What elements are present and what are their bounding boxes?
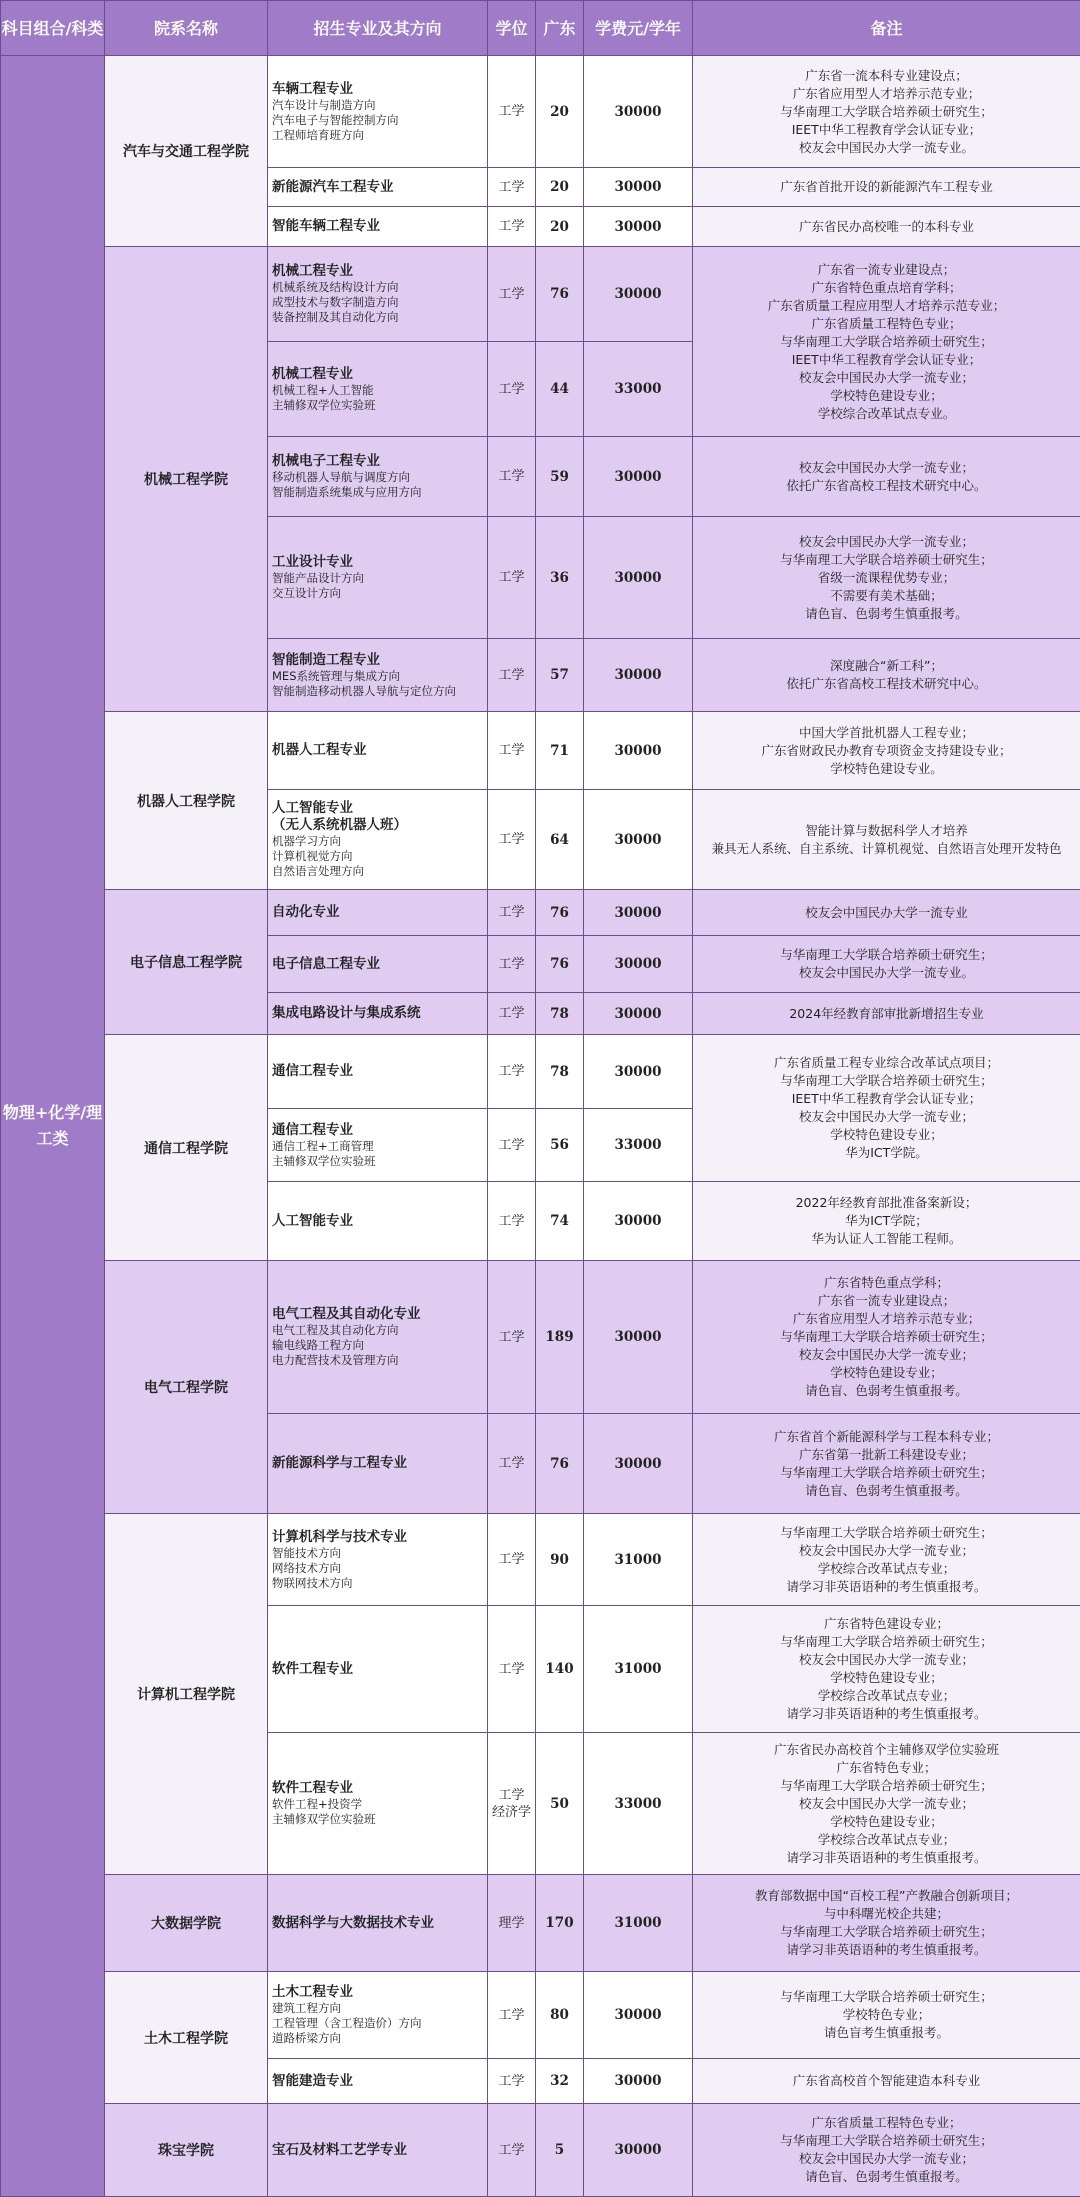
note-line: 广东省民办高校首个主辅修双学位实验班 [699, 1741, 1074, 1759]
fee-cell: 30000 [584, 168, 693, 207]
major-title: 智能车辆工程专业 [272, 218, 483, 235]
major-title: 机械工程专业 [272, 366, 483, 383]
fee-cell: 30000 [584, 790, 693, 890]
note-line: 广东省特色重点学科； [699, 1274, 1074, 1292]
table-row [1, 1261, 1080, 1414]
table-row [1, 1875, 1080, 1972]
note-line: 学校特色建设专业。 [699, 760, 1074, 778]
note-cell [693, 639, 1080, 712]
note-line: 广东省一流本科专业建设点； [699, 67, 1074, 85]
note-cell [693, 712, 1080, 790]
fee-cell: 30000 [584, 517, 693, 639]
quota-cell: 20 [536, 168, 584, 207]
note-line: 学校特色建设专业； [699, 1364, 1074, 1382]
note-line: 学校特色建设专业； [699, 1126, 1074, 1144]
major-direction: 主辅修双学位实验班 [272, 398, 483, 413]
note-line: 校友会中国民办大学一流专业； [699, 1346, 1074, 1364]
note-cell [693, 1733, 1080, 1875]
degree-cell: 工学 [488, 1261, 536, 1414]
degree-cell [488, 1733, 536, 1875]
note-line: 广东省财政民办教育专项资金支持建设专业； [699, 742, 1074, 760]
major-direction: 移动机器人导航与调度方向 [272, 470, 483, 485]
college-cell: 珠宝学院 [105, 2104, 268, 2197]
note-line: 广东省质量工程专业综合改革试点项目； [699, 1054, 1074, 1072]
major-title: 通信工程专业 [272, 1122, 483, 1139]
fee-cell: 30000 [584, 207, 693, 247]
fee-cell: 30000 [584, 712, 693, 790]
major-cell [268, 1606, 488, 1733]
table-row [1, 1972, 1080, 2059]
note-line: 请色盲、色弱考生慎重报考。 [699, 605, 1074, 623]
major-title: 机械工程专业 [272, 263, 483, 280]
note-line: 广东省首批开设的新能源汽车工程专业 [699, 178, 1074, 196]
major-direction: 智能制造系统集成与应用方向 [272, 485, 483, 500]
note-line: 华为认证人工智能工程师。 [699, 1230, 1074, 1248]
fee-cell: 30000 [584, 437, 693, 517]
note-line: 依托广东省高校工程技术研究中心。 [699, 477, 1074, 495]
note-line: 学校特色建设专业； [699, 387, 1074, 405]
major-cell [268, 1875, 488, 1972]
note-line: 广东省特色建设专业； [699, 1615, 1074, 1633]
college-cell: 土木工程学院 [105, 1972, 268, 2104]
quota-cell: 57 [536, 639, 584, 712]
note-line: 2022年经教育部批准备案新设； [699, 1194, 1074, 1212]
note-line: 请学习非英语语种的考生慎重报考。 [699, 1705, 1074, 1723]
note-line: 学校综合改革试点专业。 [699, 405, 1074, 423]
note-line: 校友会中国民办大学一流专业； [699, 2150, 1074, 2168]
note-line: 与华南理工大学联合培养硕士研究生； [699, 1464, 1074, 1482]
note-line: 2024年经教育部审批新增招生专业 [699, 1005, 1074, 1023]
major-direction: 汽车电子与智能控制方向 [272, 113, 483, 128]
college-cell: 通信工程学院 [105, 1035, 268, 1261]
fee-cell: 33000 [584, 1109, 693, 1182]
note-line: 广东省高校首个智能建造本科专业 [699, 2072, 1074, 2090]
note-line: 广东省一流专业建设点； [699, 261, 1074, 279]
note-cell [693, 993, 1080, 1035]
header-quota: 广东 [536, 1, 584, 56]
note-line: 兼具无人系统、自主系统、计算机视觉、自然语言处理开发特色 [699, 840, 1074, 858]
fee-cell: 30000 [584, 993, 693, 1035]
note-line: 广东省应用型人才培养示范专业； [699, 85, 1074, 103]
fee-cell: 33000 [584, 1733, 693, 1875]
quota-cell: 20 [536, 56, 584, 168]
note-line: 与华南理工大学联合培养硕士研究生； [699, 333, 1074, 351]
major-title: 自动化专业 [272, 904, 483, 921]
major-direction: 物联网技术方向 [272, 1576, 483, 1591]
note-line: 省级一流课程优势专业； [699, 569, 1074, 587]
major-cell [268, 517, 488, 639]
quota-cell: 59 [536, 437, 584, 517]
note-line: IEET中华工程教育学会认证专业； [699, 121, 1074, 139]
major-cell [268, 2059, 488, 2104]
degree-cell: 工学 [488, 936, 536, 993]
quota-cell: 90 [536, 1514, 584, 1606]
major-title: 电子信息工程专业 [272, 956, 483, 973]
major-title: 工业设计专业 [272, 554, 483, 571]
fee-cell: 31000 [584, 1875, 693, 1972]
major-title: 机器人工程专业 [272, 742, 483, 759]
note-cell [693, 437, 1080, 517]
major-title: 软件工程专业 [272, 1661, 483, 1678]
major-direction: 装备控制及其自动化方向 [272, 310, 483, 325]
note-line: 广东省质量工程特色专业； [699, 2114, 1074, 2132]
note-line: 中国大学首批机器人工程专业； [699, 724, 1074, 742]
note-line: 智能计算与数据科学人才培养 [699, 822, 1074, 840]
note-cell [693, 207, 1080, 247]
note-line: 广东省第一批新工科建设专业； [699, 1446, 1074, 1464]
quota-cell: 140 [536, 1606, 584, 1733]
major-cell [268, 790, 488, 890]
note-cell [693, 168, 1080, 207]
header-subject: 科目组合/科类 [1, 1, 105, 56]
note-cell [693, 936, 1080, 993]
degree-cell: 工学 [488, 890, 536, 936]
note-line: 与华南理工大学联合培养硕士研究生； [699, 1633, 1074, 1651]
major-title-line2: （无人系统机器人班） [272, 817, 483, 834]
degree-cell: 理学 [488, 1875, 536, 1972]
major-title: 通信工程专业 [272, 1063, 483, 1080]
major-direction: 电气工程及其自动化方向 [272, 1323, 483, 1338]
major-direction: 机械系统及结构设计方向 [272, 280, 483, 295]
major-direction: MES系统管理与集成方向 [272, 669, 483, 684]
note-line: 请色盲、色弱考生慎重报考。 [699, 1382, 1074, 1400]
note-line: 广东省首个新能源科学与工程本科专业； [699, 1428, 1074, 1446]
table-row [1, 890, 1080, 936]
major-title: 计算机科学与技术专业 [272, 1529, 483, 1546]
note-line: 与华南理工大学联合培养硕士研究生； [699, 1524, 1074, 1542]
note-line: 与华南理工大学联合培养硕士研究生； [699, 2132, 1074, 2150]
fee-cell: 30000 [584, 56, 693, 168]
note-cell [693, 1414, 1080, 1514]
note-line: 与华南理工大学联合培养硕士研究生； [699, 551, 1074, 569]
table-row [1, 712, 1080, 790]
major-cell [268, 1261, 488, 1414]
major-cell [268, 993, 488, 1035]
major-title: 集成电路设计与集成系统 [272, 1005, 483, 1022]
note-line: 与华南理工大学联合培养硕士研究生； [699, 1328, 1074, 1346]
major-direction: 输电线路工程方向 [272, 1338, 483, 1353]
degree-cell: 工学 [488, 247, 536, 342]
quota-cell: 78 [536, 1035, 584, 1109]
major-cell [268, 936, 488, 993]
degree-cell: 工学 [488, 993, 536, 1035]
note-line: 学校特色专业； [699, 2006, 1074, 2024]
quota-cell: 76 [536, 1414, 584, 1514]
note-line: 广东省民办高校唯一的本科专业 [699, 218, 1074, 236]
note-line: 校友会中国民办大学一流专业。 [699, 964, 1074, 982]
major-direction: 智能产品设计方向 [272, 571, 483, 586]
major-cell [268, 1035, 488, 1109]
major-cell [268, 890, 488, 936]
note-cell [693, 1514, 1080, 1606]
major-direction: 成型技术与数字制造方向 [272, 295, 483, 310]
note-line: 广东省应用型人才培养示范专业； [699, 1310, 1074, 1328]
note-cell [693, 1972, 1080, 2059]
note-cell [693, 1035, 1080, 1182]
major-direction: 工程管理（含工程造价）方向 [272, 2016, 483, 2031]
note-line: 校友会中国民办大学一流专业； [699, 533, 1074, 551]
quota-cell: 189 [536, 1261, 584, 1414]
note-line: 广东省质量工程特色专业； [699, 315, 1074, 333]
major-direction: 建筑工程方向 [272, 2001, 483, 2016]
table-row [1, 56, 1080, 168]
quota-cell: 50 [536, 1733, 584, 1875]
quota-cell: 76 [536, 936, 584, 993]
quota-cell: 74 [536, 1182, 584, 1261]
note-line: 与华南理工大学联合培养硕士研究生； [699, 1072, 1074, 1090]
fee-cell: 30000 [584, 1972, 693, 2059]
degree-cell: 工学 [488, 207, 536, 247]
college-cell: 机器人工程学院 [105, 712, 268, 890]
header-college: 院系名称 [105, 1, 268, 56]
degree-cell: 工学 [488, 639, 536, 712]
note-cell [693, 1182, 1080, 1261]
note-cell [693, 56, 1080, 168]
note-line: 学校特色建设专业； [699, 1813, 1074, 1831]
note-cell [693, 2059, 1080, 2104]
note-line: 校友会中国民办大学一流专业； [699, 1108, 1074, 1126]
degree-cell: 工学 [488, 2104, 536, 2197]
note-cell [693, 890, 1080, 936]
major-title: 人工智能专业 [272, 800, 483, 817]
college-cell: 电气工程学院 [105, 1261, 268, 1514]
quota-cell: 56 [536, 1109, 584, 1182]
header-major: 招生专业及其方向 [268, 1, 488, 56]
note-line: 请学习非英语语种的考生慎重报考。 [699, 1578, 1074, 1596]
degree-cell: 工学 [488, 712, 536, 790]
header-row [1, 1, 1080, 56]
quota-cell: 71 [536, 712, 584, 790]
degree-line: 经济学 [488, 1804, 535, 1821]
major-direction: 网络技术方向 [272, 1561, 483, 1576]
quota-cell: 64 [536, 790, 584, 890]
note-line: 不需要有美术基础； [699, 587, 1074, 605]
note-line: 深度融合“新工科”； [699, 657, 1074, 675]
major-title: 人工智能专业 [272, 1213, 483, 1230]
degree-line: 工学 [488, 1787, 535, 1804]
note-line: 请学习非英语语种的考生慎重报考。 [699, 1849, 1074, 1867]
major-title: 新能源汽车工程专业 [272, 179, 483, 196]
major-direction: 交互设计方向 [272, 586, 483, 601]
major-cell [268, 207, 488, 247]
degree-cell: 工学 [488, 1606, 536, 1733]
fee-cell: 33000 [584, 342, 693, 437]
major-title: 数据科学与大数据技术专业 [272, 1915, 483, 1932]
degree-cell: 工学 [488, 1182, 536, 1261]
note-line: 华为ICT学院。 [699, 1144, 1074, 1162]
quota-cell: 36 [536, 517, 584, 639]
major-cell [268, 437, 488, 517]
major-title: 宝石及材料工艺学专业 [272, 2142, 483, 2159]
fee-cell: 30000 [584, 247, 693, 342]
major-direction: 软件工程+投资学 [272, 1797, 483, 1812]
degree-cell: 工学 [488, 1109, 536, 1182]
degree-cell: 工学 [488, 1514, 536, 1606]
note-line: 校友会中国民办大学一流专业； [699, 369, 1074, 387]
note-line: 学校特色建设专业； [699, 1669, 1074, 1687]
major-direction: 工程师培育班方向 [272, 128, 483, 143]
table-row [1, 1514, 1080, 1606]
degree-cell: 工学 [488, 342, 536, 437]
note-line: 广东省质量工程应用型人才培养示范专业； [699, 297, 1074, 315]
major-direction: 主辅修双学位实验班 [272, 1812, 483, 1827]
note-line: 与华南理工大学联合培养硕士研究生； [699, 1923, 1074, 1941]
note-line: 校友会中国民办大学一流专业； [699, 1795, 1074, 1813]
note-line: 校友会中国民办大学一流专业； [699, 1542, 1074, 1560]
major-cell [268, 639, 488, 712]
note-line: 学校综合改革试点专业； [699, 1560, 1074, 1578]
note-cell [693, 790, 1080, 890]
note-line: 请色盲、色弱考生慎重报考。 [699, 2168, 1074, 2186]
major-title: 智能制造工程专业 [272, 652, 483, 669]
major-direction: 机器学习方向 [272, 834, 483, 849]
fee-cell: 31000 [584, 1606, 693, 1733]
note-cell [693, 1261, 1080, 1414]
note-line: 与华南理工大学联合培养硕士研究生； [699, 946, 1074, 964]
degree-cell: 工学 [488, 1035, 536, 1109]
major-cell [268, 1109, 488, 1182]
note-line: IEET中华工程教育学会认证专业； [699, 351, 1074, 369]
fee-cell: 30000 [584, 2059, 693, 2104]
note-line: 请色盲、色弱考生慎重报考。 [699, 1482, 1074, 1500]
college-cell: 机械工程学院 [105, 247, 268, 712]
note-line: 学校综合改革试点专业； [699, 1831, 1074, 1849]
note-line: 学校综合改革试点专业； [699, 1687, 1074, 1705]
degree-cell: 工学 [488, 56, 536, 168]
note-line: 广东省一流专业建设点； [699, 1292, 1074, 1310]
note-line: 华为ICT学院； [699, 1212, 1074, 1230]
quota-cell: 44 [536, 342, 584, 437]
fee-cell: 31000 [584, 1514, 693, 1606]
major-direction: 主辅修双学位实验班 [272, 1154, 483, 1169]
note-line: 广东省特色专业； [699, 1759, 1074, 1777]
college-cell: 大数据学院 [105, 1875, 268, 1972]
header-degree: 学位 [488, 1, 536, 56]
major-direction: 计算机视觉方向 [272, 849, 483, 864]
major-cell [268, 1182, 488, 1261]
note-line: 依托广东省高校工程技术研究中心。 [699, 675, 1074, 693]
major-direction: 汽车设计与制造方向 [272, 98, 483, 113]
note-line: 与华南理工大学联合培养硕士研究生； [699, 1777, 1074, 1795]
fee-cell: 30000 [584, 890, 693, 936]
degree-cell: 工学 [488, 1972, 536, 2059]
note-line: 与华南理工大学联合培养硕士研究生； [699, 103, 1074, 121]
quota-cell: 170 [536, 1875, 584, 1972]
major-direction: 智能技术方向 [272, 1546, 483, 1561]
major-cell [268, 56, 488, 168]
major-cell [268, 168, 488, 207]
fee-cell: 30000 [584, 1261, 693, 1414]
note-line: IEET中华工程教育学会认证专业； [699, 1090, 1074, 1108]
major-cell [268, 1733, 488, 1875]
note-cell [693, 517, 1080, 639]
note-cell [693, 247, 1080, 437]
note-line: 校友会中国民办大学一流专业。 [699, 139, 1074, 157]
major-title: 土木工程专业 [272, 1984, 483, 2001]
subject-group: 物理+化学/理工类 [1, 56, 105, 2197]
header-note: 备注 [693, 1, 1080, 56]
major-title: 新能源科学与工程专业 [272, 1455, 483, 1472]
note-line: 校友会中国民办大学一流专业； [699, 459, 1074, 477]
quota-cell: 5 [536, 2104, 584, 2197]
major-direction: 道路桥梁方向 [272, 2031, 483, 2046]
fee-cell: 30000 [584, 1182, 693, 1261]
fee-cell: 30000 [584, 1035, 693, 1109]
note-line: 广东省特色重点培育学科； [699, 279, 1074, 297]
note-cell [693, 1875, 1080, 1972]
major-cell [268, 1514, 488, 1606]
note-line: 校友会中国民办大学一流专业； [699, 1651, 1074, 1669]
major-title: 机械电子工程专业 [272, 453, 483, 470]
major-direction: 机械工程+人工智能 [272, 383, 483, 398]
header-fee: 学费元/学年 [584, 1, 693, 56]
major-direction: 自然语言处理方向 [272, 864, 483, 879]
note-cell [693, 2104, 1080, 2197]
major-direction: 智能制造移动机器人导航与定位方向 [272, 684, 483, 699]
major-cell [268, 247, 488, 342]
quota-cell: 32 [536, 2059, 584, 2104]
major-cell [268, 712, 488, 790]
fee-cell: 30000 [584, 936, 693, 993]
note-line: 教育部数据中国“百校工程”产教融合创新项目； [699, 1887, 1074, 1905]
college-cell: 计算机工程学院 [105, 1514, 268, 1875]
degree-cell: 工学 [488, 437, 536, 517]
major-direction: 电力配营技术及管理方向 [272, 1353, 483, 1368]
quota-cell: 76 [536, 890, 584, 936]
table-row [1, 247, 1080, 342]
table-row [1, 1035, 1080, 1109]
quota-cell: 20 [536, 207, 584, 247]
major-cell [268, 342, 488, 437]
quota-cell: 80 [536, 1972, 584, 2059]
degree-cell: 工学 [488, 168, 536, 207]
degree-cell: 工学 [488, 790, 536, 890]
major-direction: 通信工程+工商管理 [272, 1139, 483, 1154]
fee-cell: 30000 [584, 2104, 693, 2197]
fee-cell: 30000 [584, 1414, 693, 1514]
note-line: 请色盲考生慎重报考。 [699, 2024, 1074, 2042]
college-cell: 汽车与交通工程学院 [105, 56, 268, 247]
major-cell [268, 2104, 488, 2197]
note-line: 校友会中国民办大学一流专业 [699, 904, 1074, 922]
note-line: 与华南理工大学联合培养硕士研究生； [699, 1988, 1074, 2006]
note-line: 请学习非英语语种的考生慎重报考。 [699, 1941, 1074, 1959]
degree-cell: 工学 [488, 2059, 536, 2104]
major-cell [268, 1972, 488, 2059]
major-title: 车辆工程专业 [272, 81, 483, 98]
fee-cell: 30000 [584, 639, 693, 712]
major-title: 智能建造专业 [272, 2073, 483, 2090]
quota-cell: 76 [536, 247, 584, 342]
degree-cell: 工学 [488, 517, 536, 639]
degree-cell: 工学 [488, 1414, 536, 1514]
major-title: 电气工程及其自动化专业 [272, 1306, 483, 1323]
note-line: 与中科曙光校企共建； [699, 1905, 1074, 1923]
college-cell: 电子信息工程学院 [105, 890, 268, 1035]
note-cell [693, 1606, 1080, 1733]
major-cell [268, 1414, 488, 1514]
major-title: 软件工程专业 [272, 1780, 483, 1797]
quota-cell: 78 [536, 993, 584, 1035]
table-row [1, 2104, 1080, 2197]
